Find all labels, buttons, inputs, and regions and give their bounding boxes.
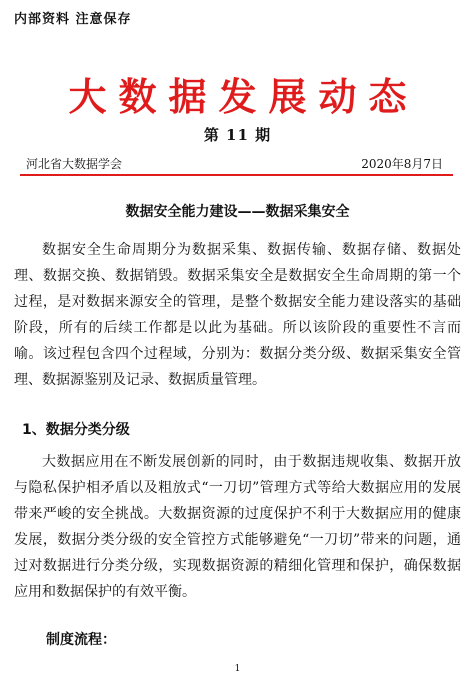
issue-number: 第 11 期 — [203, 126, 272, 144]
subheading: 制度流程： — [46, 632, 116, 648]
header-divider — [20, 174, 453, 176]
section-heading: 1、数据分类分级 — [22, 422, 130, 438]
page-number: 1 — [234, 664, 241, 674]
body-paragraph-1: 数据安全生命周期分为数据采集、数据传输、数据存储、数据处理、数据交换、数据销毁。数据采集安全是数据安全生命周期的第一个过程，是对数据来源安全的管理，是整个数据安全能力建设落实的基础阶段，所有的后续工作都是以此为基础。所以该阶段的重要性不言而喻。该过程包含四个过程域，分别为：数据分类分级、数据采集安全管理、数据源鉴别及记录、数据质量管理。 — [14, 242, 461, 388]
classification-label: 内部资料 注意保存 — [14, 12, 132, 27]
body-paragraph-2: 大数据应用在不断发展创新的同时，由于数据违规收集、数据开放与隐私保护相矛盾以及粗放式“一刀切”管理方式等给大数据应用的发展带来严峻的安全挑战。大数据资源的过度保护不利于大数据应用的健康发展，数据分类分级的安全管控方式能够避免“一刀切”带来的问题，通过对数据进行分类分级，实现数据资源的精细化管理和保护，确保数据应用和数据保护的有效平衡。 — [14, 454, 461, 600]
publisher-name: 河北省大数据学会 — [26, 157, 123, 171]
publisher-line — [20, 153, 453, 173]
article-title: 数据安全能力建设——数据采集安全 — [125, 204, 350, 220]
masthead-title: 大数据发展动态 — [68, 74, 419, 119]
publish-date: 2020年8月7日 — [361, 157, 443, 171]
